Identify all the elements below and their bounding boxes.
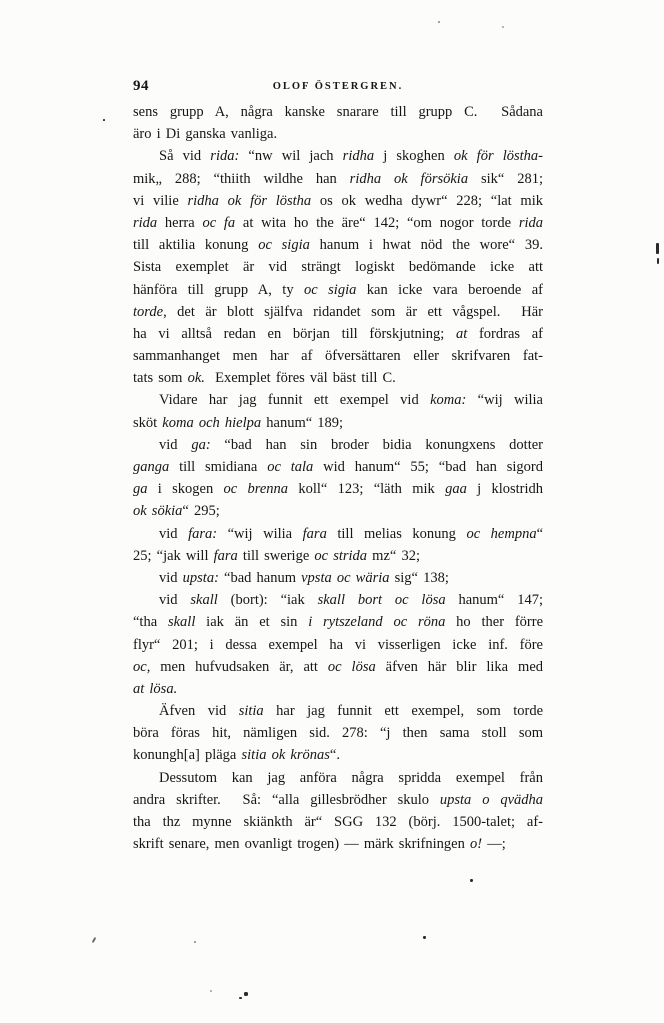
text-line	[133, 478, 543, 500]
italic-text-segment: rida	[518, 214, 543, 231]
scan-speck	[656, 243, 659, 254]
italic-text-segment: torde	[133, 303, 164, 320]
italic-text-segment: sitia ok krönas	[241, 747, 330, 764]
italic-text-segment: oc tala	[267, 459, 314, 475]
scan-speck	[210, 990, 212, 992]
italic-text-segment: ok för löstha-	[453, 148, 544, 165]
text-segment: skrift senare, men ovanligt trogen) — märk skrifningen	[133, 836, 470, 853]
text-segment: “bad hanum	[218, 569, 302, 586]
text-segment: 25; “jak will	[133, 547, 214, 564]
italic-text-segment: upsta o qvädha	[439, 791, 544, 808]
italic-text-segment: oc	[133, 658, 147, 675]
text-segment: äfven här blir lika med	[375, 658, 544, 675]
text-segment: “	[536, 525, 544, 542]
text-segment: vid	[159, 592, 191, 609]
text-line	[133, 234, 543, 256]
italic-text-segment: ridha ok för löstha	[187, 192, 312, 209]
text-segment: mz“ 32;	[367, 547, 420, 564]
text-segment: sköt	[133, 414, 163, 431]
italic-text-segment: ga:	[191, 436, 211, 453]
text-segment: böra föras hit, nämligen sid. 278: “j then sama stoll som	[133, 725, 543, 742]
text-line	[133, 678, 543, 700]
italic-text-segment: fara:	[188, 525, 218, 542]
text-line	[133, 567, 543, 589]
text-line	[133, 123, 543, 145]
scan-speck	[244, 992, 248, 996]
paragraph	[133, 567, 543, 589]
paragraph	[133, 523, 543, 567]
text-line	[133, 256, 543, 278]
italic-text-segment: oc strida	[314, 547, 368, 564]
italic-text-segment: o!	[469, 836, 483, 853]
text-segment: j klostridh	[466, 481, 543, 498]
text-segment: wid hanum“ 55; “bad han sigord	[313, 459, 543, 475]
text-segment: herra	[157, 214, 203, 231]
page-header	[133, 78, 543, 96]
scan-speck	[239, 997, 242, 999]
text-segment: tats som	[133, 370, 188, 387]
italic-text-segment: ok sökia	[133, 503, 183, 520]
paragraph	[133, 389, 543, 433]
page-number: 94	[133, 78, 149, 94]
text-line	[133, 323, 543, 345]
text-segment: “tha	[133, 614, 168, 631]
text-segment: flyr“ 201; i dessa exempel ha vi visserligen icke inf. före	[133, 636, 543, 653]
text-segment: hanum i hwat nöd the wore“ 39.	[309, 237, 543, 254]
text-line	[133, 345, 543, 367]
text-block	[133, 101, 543, 855]
text-segment: sik“ 281;	[468, 170, 544, 187]
text-segment: ho ther förre	[445, 614, 544, 631]
italic-text-segment: at lösa.	[133, 680, 178, 697]
text-line	[133, 145, 543, 167]
text-line	[133, 833, 543, 855]
text-segment: sens grupp A, några kanske snarare till grupp C. Sådana	[133, 104, 543, 120]
paragraph	[133, 434, 543, 523]
text-segment: j skoghen	[374, 148, 454, 165]
text-segment: konungh[a] pläga	[133, 747, 242, 764]
text-segment: sig“ 138;	[389, 569, 449, 586]
text-segment: Äfven vid	[159, 703, 239, 720]
paragraph	[133, 101, 543, 145]
text-line	[133, 389, 543, 411]
scan-speck	[423, 936, 426, 939]
scan-speck	[657, 258, 659, 264]
text-line	[133, 545, 543, 567]
text-line	[133, 656, 543, 678]
text-segment: vid	[159, 436, 192, 453]
italic-text-segment: upsta:	[182, 569, 219, 586]
running-header: OLOF ÖSTERGREN.	[272, 81, 404, 92]
scan-speck	[194, 941, 196, 943]
italic-text-segment: oc hempna	[466, 525, 537, 542]
text-line	[133, 811, 543, 833]
paragraph	[133, 145, 543, 389]
text-segment: , men hufvudsaken är, att	[146, 658, 328, 675]
text-line	[133, 412, 543, 434]
italic-text-segment: koma:	[430, 392, 467, 409]
text-segment: Sista exemplet är vid strängt logiskt bedömande icke att	[133, 259, 543, 276]
text-segment: “bad han sin broder bidia konungxens dotter	[210, 436, 544, 453]
italic-text-segment: rida:	[210, 148, 240, 165]
text-segment: till melias konung	[326, 525, 467, 542]
text-line	[133, 367, 543, 389]
text-segment: sammanhanget men har af öfversättaren eller skrifvaren fat-	[133, 348, 543, 365]
italic-text-segment: sitia	[238, 703, 264, 720]
text-segment: hanum“ 147;	[445, 592, 544, 609]
text-segment: Dessutom kan jag anföra några spridda exempel från	[159, 769, 543, 786]
text-segment: hanum“ 189;	[261, 414, 344, 431]
italic-text-segment: rida	[133, 214, 158, 231]
text-line	[133, 434, 543, 456]
text-line	[133, 767, 543, 789]
text-segment: till aktilia konung	[133, 237, 259, 254]
text-segment: —;	[482, 836, 506, 853]
italic-text-segment: ok.	[187, 370, 205, 387]
text-line	[133, 789, 543, 811]
text-segment: Exemplet föres väl bäst till C.	[204, 370, 396, 387]
italic-text-segment: oc lösa	[327, 658, 376, 675]
scan-speck	[470, 879, 473, 882]
text-line	[133, 456, 543, 478]
italic-text-segment: ga	[133, 481, 148, 498]
italic-text-segment: koma och hielpa	[162, 414, 262, 431]
italic-text-segment: oc sigia	[304, 281, 357, 298]
text-segment: vi vilie	[133, 192, 188, 209]
italic-text-segment: ridha ok försökia	[349, 170, 469, 187]
italic-text-segment: skall	[190, 592, 218, 609]
text-segment: os ok wedha dywr“ 228; “lat mik	[311, 192, 543, 209]
text-line	[133, 611, 543, 633]
text-line	[133, 589, 543, 611]
text-line	[133, 500, 543, 522]
text-segment: hänföra till grupp A, ty	[133, 281, 305, 298]
italic-text-segment: ridha	[342, 148, 375, 165]
text-segment: har jag funnit ett exempel, som torde	[263, 703, 544, 720]
text-segment: “wij wilia	[217, 525, 303, 542]
italic-text-segment: ganga	[133, 459, 170, 475]
text-segment: , det är blott själfva ridandet som är ett vågspel. Här	[163, 303, 543, 320]
text-line	[133, 279, 543, 301]
text-line	[133, 101, 543, 123]
italic-text-segment: oc sigia	[258, 237, 310, 254]
italic-text-segment: vpsta oc wäria	[301, 569, 390, 586]
text-segment: i skogen	[147, 481, 224, 498]
text-segment: ha vi alltså redan en början till förskjutning;	[133, 325, 456, 342]
paragraph	[133, 589, 543, 700]
text-segment: “.	[329, 747, 340, 764]
text-segment: iak än et sin	[195, 614, 309, 631]
text-segment: till swerige	[237, 547, 315, 564]
text-segment: “ 295;	[182, 503, 220, 520]
text-segment: tha thz mynne skiänkth är“ SGG 132 (börj. 1500-talet; af-	[133, 814, 543, 830]
text-line	[133, 301, 543, 323]
text-segment: “wij wilia	[466, 392, 543, 409]
paragraph	[133, 700, 543, 767]
text-line	[133, 700, 543, 722]
text-segment: at wita ho the äre“ 142; “om nogor torde	[235, 214, 519, 231]
text-segment: (bort): “iak	[217, 592, 318, 609]
text-segment: kan icke vara beroende af	[356, 281, 544, 298]
italic-text-segment: oc brenna	[223, 481, 289, 498]
italic-text-segment: skall	[167, 614, 196, 631]
scan-speck	[502, 26, 504, 28]
text-line	[133, 190, 543, 212]
paragraph	[133, 767, 543, 856]
italic-text-segment: gaa	[445, 481, 467, 498]
text-segment: fordras af	[467, 325, 543, 342]
italic-text-segment: skall bort oc lösa	[317, 592, 446, 609]
text-segment: andra skrifter. Så: “alla gillesbrödher skulo	[133, 791, 440, 808]
text-segment: vid	[159, 525, 189, 542]
text-segment: till smidiana	[169, 459, 268, 475]
scan-speck	[103, 119, 105, 121]
italic-text-segment: oc fa	[202, 214, 236, 231]
text-line	[133, 722, 543, 744]
text-segment: “nw wil jach	[239, 148, 343, 165]
text-line	[133, 523, 543, 545]
text-segment: äro i Di ganska vanliga.	[133, 126, 278, 143]
text-segment: koll“ 123; “läth mik	[288, 481, 446, 498]
text-line	[133, 744, 543, 766]
text-segment: Så vid	[159, 148, 211, 165]
text-segment: Vidare har jag funnit ett exempel vid	[159, 392, 431, 409]
scan-speck	[438, 21, 440, 23]
italic-text-segment: fara	[302, 525, 327, 542]
italic-text-segment: fara	[213, 547, 238, 564]
text-line	[133, 168, 543, 190]
text-line	[133, 212, 543, 234]
text-line	[133, 634, 543, 656]
italic-text-segment: i rytszeland oc röna	[308, 614, 446, 631]
text-segment: vid	[159, 569, 183, 586]
italic-text-segment: at	[456, 325, 468, 342]
scan-speck	[92, 937, 97, 943]
text-segment: mik„ 288; “thiith wildhe han	[133, 170, 350, 187]
